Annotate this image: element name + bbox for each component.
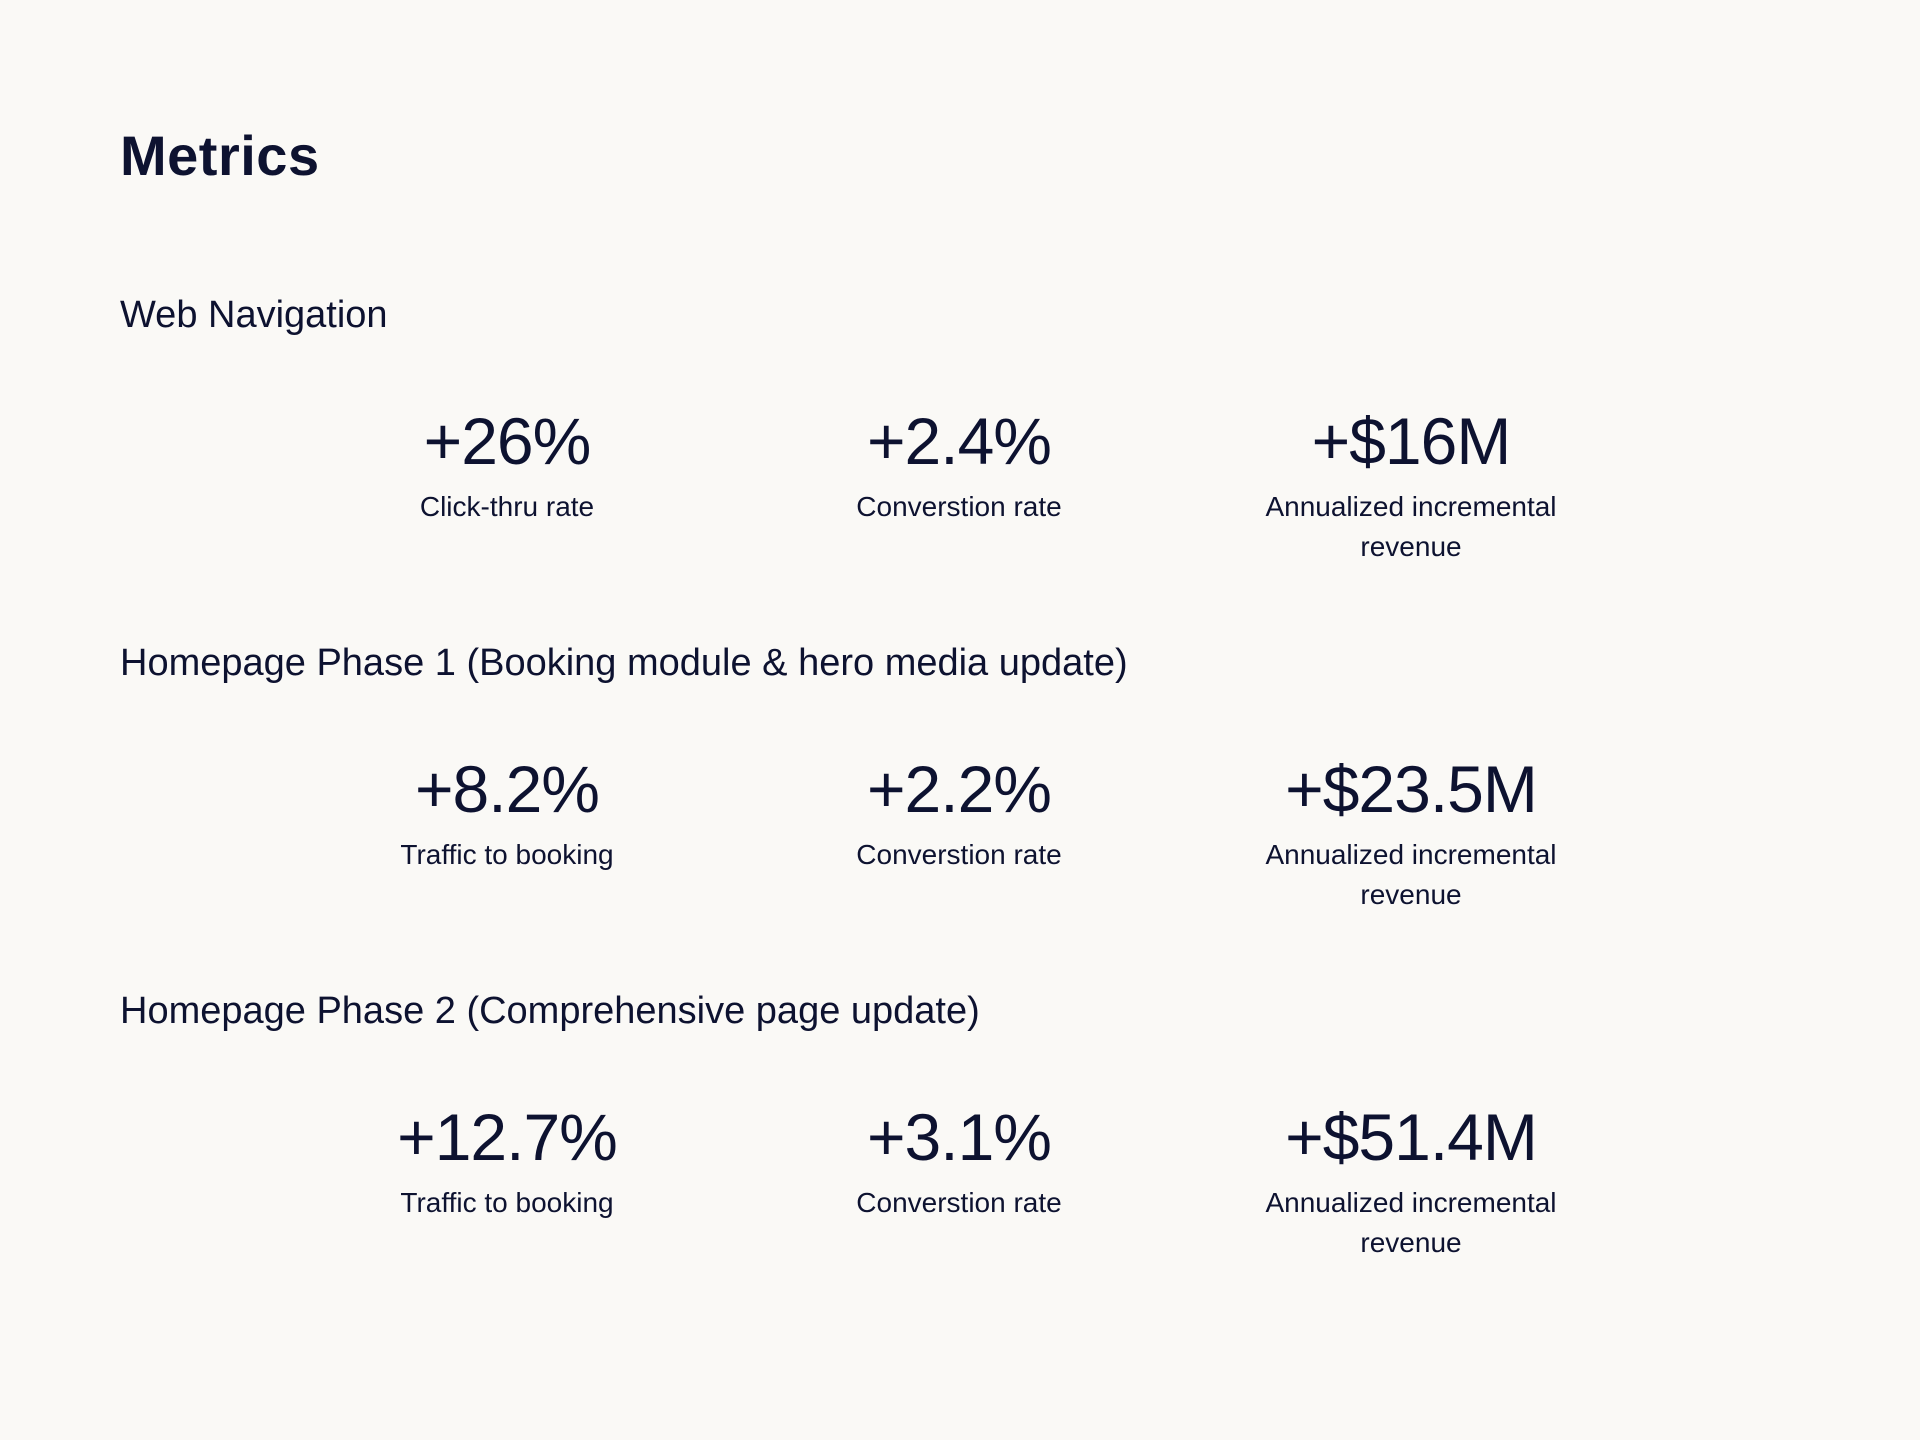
metric-value: +2.2% (867, 752, 1051, 826)
metric-value: +$23.5M (1285, 752, 1537, 826)
conversion-rate-metric (759, 405, 1159, 527)
metric-label: Traffic to booking (400, 1187, 614, 1218)
homepage-phase-1-section (120, 638, 1800, 938)
metrics-page (120, 0, 1800, 1440)
metric-label: Converstion rate (856, 839, 1062, 870)
metric-label: Click-thru rate (419, 491, 595, 522)
metric-value: +3.1% (867, 1100, 1051, 1174)
section-title: Web Navigation (120, 294, 388, 336)
metric-label: Annualized incremental revenue (1265, 839, 1557, 910)
section-title: Homepage Phase 1 (Booking module & hero media update) (120, 642, 1128, 684)
homepage-phase-2-section (120, 986, 1800, 1286)
traffic-to-booking-metric (307, 753, 707, 875)
web-navigation-section (120, 290, 1800, 590)
metric-label: Converstion rate (856, 491, 1062, 522)
metric-value: +$51.4M (1285, 1100, 1537, 1174)
metric-label: Annualized incremental revenue (1265, 1187, 1557, 1258)
annualized-revenue-metric (1211, 405, 1611, 567)
traffic-to-booking-metric (307, 1101, 707, 1223)
annualized-revenue-metric (1211, 753, 1611, 915)
metric-value: +26% (423, 404, 591, 478)
metric-value: +2.4% (867, 404, 1051, 478)
metric-value: +$16M (1311, 404, 1511, 478)
page-title: Metrics (120, 124, 320, 187)
conversion-rate-metric (759, 1101, 1159, 1223)
metric-label: Converstion rate (856, 1187, 1062, 1218)
section-title: Homepage Phase 2 (Comprehensive page update) (120, 990, 980, 1032)
metric-label: Annualized incremental revenue (1265, 491, 1557, 562)
metric-value: +12.7% (397, 1100, 617, 1174)
metric-value: +8.2% (415, 752, 599, 826)
conversion-rate-metric (759, 753, 1159, 875)
click-thru-rate-metric (307, 405, 707, 527)
annualized-revenue-metric (1211, 1101, 1611, 1263)
metric-label: Traffic to booking (400, 839, 614, 870)
